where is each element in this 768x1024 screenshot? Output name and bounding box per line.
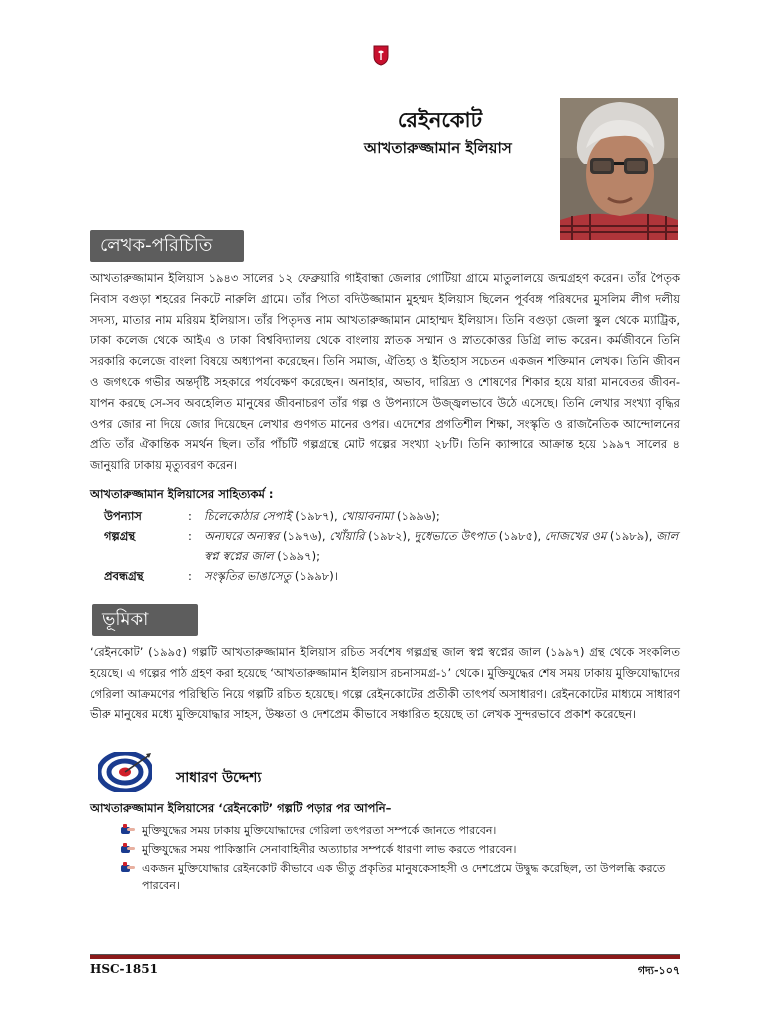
works-value [204,566,682,586]
author-photo [560,98,678,240]
list-item [120,841,680,858]
objectives-intro: আখতারুজ্জামান ইলিয়াসের ‘রেইনকোট’ গল্পটি পড়ার পর আপনি– [90,801,392,815]
works-colon: : [188,529,192,543]
work-year: (১৯৮৫), [495,529,545,543]
work-year: (১৯৮৭), [291,509,342,523]
story-title: রেইনকোট [397,107,483,132]
objectives-list [120,822,680,896]
work-title: দুধেভাতে উৎপাত [414,529,496,543]
objective-text: একজন মুক্তিযোদ্ধার রেইনকোট কীভাবে এক ভীতু প্রকৃতির মানুষকেসাহসী ও দেশপ্রেমে উদ্বুদ্ধ করেছিল, তা উপলব্ধি করতে পারবেন। [142,862,666,892]
work-year: (১৯৯৮)। [291,569,338,583]
works-heading: আখতারুজ্জামান ইলিয়াসের সাহিত্যকর্ম : [90,487,274,501]
author-name: আখতারুজ্জামান ইলিয়াস [364,139,512,157]
work-year: (১৯৮২), [364,529,415,543]
work-year: (১৯৯৭); [273,549,320,563]
course-code: HSC-1851 [90,962,158,976]
work-year: (১৯৮৯), [606,529,657,543]
university-crest-icon [372,44,390,66]
work-title: জাল স্বপ্ন স্বপ্নের জাল [204,529,679,563]
works-colon: : [188,569,192,583]
works-row-story-collections [104,526,682,566]
author-intro-paragraph: আখতারুজ্জামান ইলিয়াস ১৯৪৩ সালের ১২ ফেব্রুয়ারি গাইবান্ধা জেলার গোটিয়া গ্রামে মাতুলালয়ে জন্মগ্রহণ করেন। তাঁর পৈতৃক নিবাস বগুড়া শহরের নিকটে নারুলি গ্রামে। তাঁর পিতা বদিউজ্জামান মুহম্মদ ইলিয়াস ছিলেন পূর্ববঙ্গ পরিষদের মুসলিম লীগ দলীয় সদস্য, মাতার নাম মরিয়ম ইলিয়াস। তাঁর পিতৃদত্ত নাম আখতারুজ্জামান মোহাম্মদ ইলিয়াস। তিনি বগুড়া জেলা স্কুল থেকে ম্যাট্রিক, ঢাকা কলেজ থেকে আইএ ও ঢাকা বিশ্ববিদ্যালয় থেকে বাংলায় স্নাতক সম্মান ও স্নাতকোত্তর ডিগ্রি লাভ করেন। কর্মজীবনে তিনি সরকারি কলেজে বাংলা বিষয়ে অধ্যাপনা করেছেন। তিনি সমাজ, ঐতিহ্য ও ইতিহাস সচেতন একজন শক্তিমান লেখক। তিনি জীবন ও জগৎকে গভীর অন্তর্দৃষ্টি সহকারে পর্যবেক্ষণ করেছেন। অনাহার, অভাব, দারিদ্র্য ও শোষণের শিকার হয়ে যারা মানবেতর জীবন-যাপন করছে সে-সব অবহেলিত মানুষের জীবনাচরণ তাঁর গল্প ও উপন্যাসে উজ্জ্বলভাবে উঠে এসেছে। তিনি লেখার সংখ্যা বৃদ্ধির ওপর জোর না দিয়ে জোর দিয়েছেন লেখার গুণগত মানের ওপর। এদেশের প্রগতিশীল শিক্ষা, সংস্কৃতি ও রাজনৈতিক আন্দোলনের প্রতি তাঁর ঐকান্তিক সমর্থন ছিল। তাঁর পাঁচটি গল্পগ্রন্থে মোট গল্পের সংখ্যা ২৮টি। তিনি ক্যান্সারে আক্রান্ত হয়ে ১৯৯৭ সালের ৪ জানুয়ারি ঢাকায় মৃত্যুবরণ করেন। [90,271,680,473]
footer-divider [90,954,680,959]
pointing-hand-bullet-icon [120,861,136,875]
target-icon [98,752,152,792]
work-year: (১৯৭৬), [279,529,330,543]
intro-paragraph: ‘রেইনকোট’ (১৯৯৫) গল্পটি আখতারুজ্জামান ইলিয়াস রচিত সর্বশেষ গল্পগ্রন্থ জাল স্বপ্ন স্বপ্নের জাল (১৯৯৭) গ্রন্থ থেকে সংকলিত হয়েছে। এ গল্পের পাঠ গ্রহণ করা হয়েছে ‘আখতারুজ্জামান ইলিয়াস রচনাসমগ্র-১’ থেকে। মুক্তিযুদ্ধের শেষ সময় ঢাকায় মুক্তিযোদ্ধাদের গেরিলা আক্রমণের পরিস্থিতি নিয়ে গল্পটি রচিত হয়েছে। গল্পে রেইনকোটের প্রতীকী তাৎপর্য অসাধারণ। রেইনকোটের মাধ্যমে সাধারণ ভীরু মানুষের মধ্যে মুক্তিযোদ্ধার সাহস, উষ্ণতা ও দেশপ্রেম কীভাবে সঞ্চারিত হয়েছে তা লেখক সুন্দরভাবে প্রকাশ করেছেন। [90,645,680,722]
work-title: খোয়াবনামা [341,509,394,523]
work-title: অন্যঘরে অন্যস্বর [204,529,280,543]
work-year: (১৯৯৬); [393,509,440,523]
works-label: প্রবন্ধগ্রন্থ [104,569,144,583]
works-label: উপন্যাস [104,509,142,523]
work-title: সংস্কৃতির ভাঙাসেতু [204,569,292,583]
objectives-title: সাধারণ উদ্দেশ্য [176,770,262,786]
work-title: দোজখের ওম [544,529,607,543]
works-value [204,526,682,566]
works-colon: : [188,509,192,523]
pointing-hand-bullet-icon [120,823,136,837]
works-row-essays [104,566,682,586]
work-title: খোঁয়ারি [329,529,365,543]
works-label: গল্পগ্রন্থ [104,529,136,543]
works-value [204,506,682,526]
works-row-novels [104,506,682,526]
author-intro-heading: লেখক-পরিচিতি [90,230,244,262]
list-item [120,860,680,894]
objective-text: মুক্তিযুদ্ধের সময় ঢাকায় মুক্তিযোদ্ধাদের গেরিলা তৎপরতা সম্পর্কে জানতে পারবেন। [142,824,497,837]
objective-text: মুক্তিযুদ্ধের সময় পাকিস্তানি সেনাবাহিনীর অত্যাচার সম্পর্কে ধারণা লাভ করতে পারবেন। [142,843,517,856]
page-number: গদ্য-১০৭ [637,964,680,977]
list-item [120,822,680,839]
works-list [104,506,682,586]
work-title: চিলেকোঠার সেপাই [204,509,292,523]
intro-heading: ভূমিকা [92,604,198,636]
pointing-hand-bullet-icon [120,842,136,856]
